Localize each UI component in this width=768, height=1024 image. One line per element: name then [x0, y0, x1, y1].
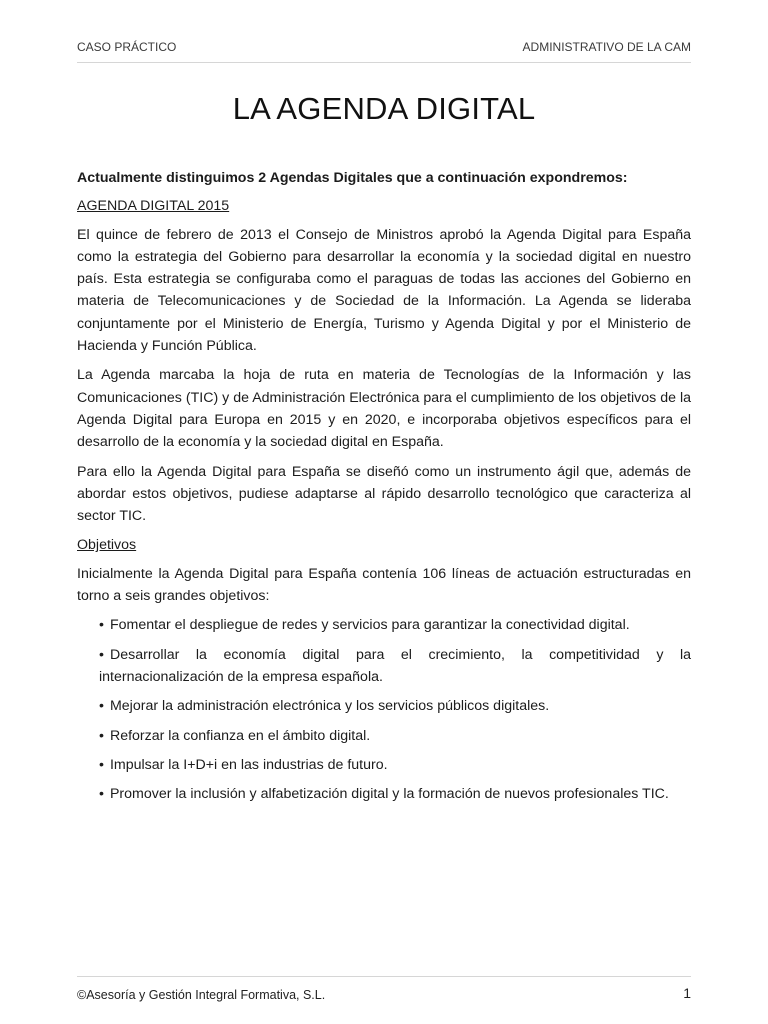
- objectives-list: [77, 614, 691, 805]
- list-item: [99, 754, 691, 776]
- list-item: [99, 644, 691, 689]
- intro-text: Actualmente distinguimos 2 Agendas Digitales que a continuación expondremos:: [77, 170, 628, 186]
- list-item-text: Promover la inclusión y alfabetización digital y la formación de nuevos profesionales TIC.: [109, 786, 669, 803]
- bullet-icon: •: [99, 617, 104, 634]
- bullet-icon: •: [99, 727, 104, 744]
- bullet-icon: •: [99, 786, 104, 803]
- paragraph-1: El quince de febrero de 2013 el Consejo de Ministros aprobó la Agenda Digital para España como la estrategia del Gobierno para desarrollar la economía y la sociedad digital en nuestro país. Esta estrategia se configuraba como el paraguas de todas las acciones del Gobierno en materia de Telecomunicaciones y de Sociedad de la Información. La Agenda se lideraba conjuntamente por el Ministerio de Energía, Turismo y Agenda Digital y por el Ministerio de Hacienda y Función Pública.: [77, 226, 691, 355]
- paragraph-2: La Agenda marcaba la hoja de ruta en materia de Tecnologías de la Información y las Comunicaciones (TIC) y de Administración Electrónica para el cumplimiento de los objetivos de la Agenda Digital para Europa en 2015 y en 2020, e incorporaba objetivos específicos para el desarrollo de la economía y la sociedad digital en España.: [77, 367, 691, 451]
- list-item-text: Fomentar el despliegue de redes y servicios para garantizar la conectividad digital.: [109, 617, 630, 634]
- running-footer: [77, 976, 691, 1007]
- list-item: [99, 725, 691, 747]
- list-item-text: Desarrollar la economía digital para el crecimiento, la competitividad y la internacionalización de la empresa española.: [99, 646, 691, 685]
- running-header: [77, 38, 691, 63]
- list-item-text: Impulsar la I+D+i en las industrias de futuro.: [109, 756, 388, 773]
- page-number: 1: [683, 985, 691, 1001]
- header-left-label: CASO PRÁCTICO: [77, 40, 177, 54]
- list-item: [99, 783, 691, 805]
- section-heading-objetivos: Objetivos: [77, 537, 137, 554]
- header-right-label: ADMINISTRATIVO DE LA CAM: [522, 40, 691, 54]
- bullet-icon: •: [99, 698, 104, 715]
- paragraph-3: Para ello la Agenda Digital para España se diseñó como un instrumento ágil que, además de abordar estos objetivos, pudiese adaptarse al rápido desarrollo tecnológico que caracteriza al sector TIC.: [77, 463, 691, 525]
- document-page: [77, 0, 691, 1024]
- page-title: LA AGENDA DIGITAL: [232, 91, 536, 126]
- list-item-text: Reforzar la confianza en el ámbito digital.: [109, 727, 371, 744]
- section-heading-agenda-2015: AGENDA DIGITAL 2015: [77, 198, 230, 215]
- objectives-lead: Inicialmente la Agenda Digital para España contenía 106 líneas de actuación estructuradas en torno a seis grandes objetivos:: [77, 565, 691, 605]
- bullet-icon: •: [99, 756, 104, 773]
- list-item: [99, 614, 691, 636]
- document-body: [77, 167, 691, 812]
- copyright-text: ©Asesoría y Gestión Integral Formativa, S.L.: [77, 988, 326, 1002]
- list-item: [99, 695, 691, 717]
- bullet-icon: •: [99, 646, 104, 663]
- list-item-text: Mejorar la administración electrónica y los servicios públicos digitales.: [109, 698, 550, 715]
